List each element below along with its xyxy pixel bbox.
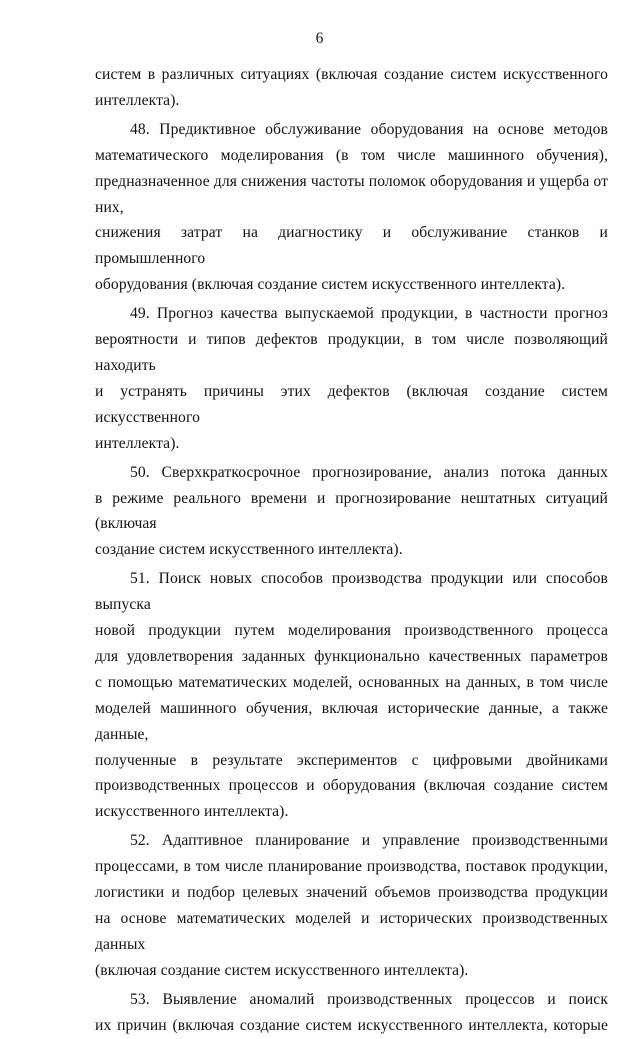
text-line: интеллекта). xyxy=(95,91,180,109)
paragraph xyxy=(95,566,608,825)
text-line: новой продукции путем моделирования производственного процесса xyxy=(95,622,608,640)
text-line: снижения затрат на диагностику и обслуживание станков и промышленного xyxy=(95,224,608,268)
text-line: интеллекта). xyxy=(95,434,180,452)
text-line: 51. Поиск новых способов производства продукции или способов выпуска xyxy=(95,570,608,614)
text-line: 53. Выявление аномалий производственных процессов и поиск xyxy=(130,990,608,1008)
page-number: 6 xyxy=(315,30,324,47)
text-line: 50. Сверхкраткосрочное прогнозирование, анализ потока данных xyxy=(130,463,608,481)
text-line: 52. Адаптивное планирование и управление производственными xyxy=(130,832,608,850)
text-line: (включая создание систем искусственного интеллекта). xyxy=(95,961,469,979)
text-line: математического моделирования (в том числе машинного обучения), xyxy=(95,146,608,164)
text-line: вероятности и типов дефектов продукции, в том числе позволяющий находить xyxy=(95,331,608,374)
text-line: и устранять причины этих дефектов (включая создание систем искусственного xyxy=(95,382,608,426)
text-line: в режиме реального времени и прогнозирование нештатных ситуаций (включая xyxy=(95,489,608,533)
text-line: с помощью математических моделей, основанных на данных, в том числе xyxy=(95,673,608,691)
text-line: предназначенное для снижения частоты поломок оборудования и ущерба от них, xyxy=(95,172,608,216)
text-line: их причин (включая создание систем искусственного интеллекта, которые xyxy=(95,1016,608,1034)
text-line: логистики и подбор целевых значений объемов производства продукции xyxy=(95,884,608,902)
text-line: искусственного интеллекта). xyxy=(95,803,289,821)
text-line: для удовлетворения заданных функционально качественных параметров xyxy=(95,647,608,665)
text-line: 49. Прогноз качества выпускаемой продукции, в частности прогноз xyxy=(130,305,608,323)
paragraph xyxy=(95,460,608,564)
paragraph xyxy=(95,117,608,298)
paragraph xyxy=(95,987,608,1039)
paragraph xyxy=(95,301,608,456)
text-line: систем в различных ситуациях (включая создание систем искусственного xyxy=(95,66,608,83)
paragraph xyxy=(95,62,608,114)
text-line: на основе математических моделей и исторических производственных данных xyxy=(95,910,608,953)
text-line: 48. Предиктивное обслуживание оборудования на основе методов xyxy=(130,120,608,138)
text-line: производственных процессов и оборудования (включая создание систем xyxy=(95,777,608,795)
text-line: полученные в результате экспериментов с цифровыми двойниками xyxy=(95,751,608,769)
text-line: создание систем искусственного интеллекта). xyxy=(95,541,403,559)
text-line: процессами, в том числе планирование производства, поставок продукции, xyxy=(95,858,608,876)
text-line: моделей машинного обучения, включая исторические данные, а также данные, xyxy=(95,699,608,743)
text-line: оборудования (включая создание систем искусственного интеллекта). xyxy=(95,276,566,294)
paragraph xyxy=(95,828,608,983)
document-body xyxy=(95,62,608,1039)
